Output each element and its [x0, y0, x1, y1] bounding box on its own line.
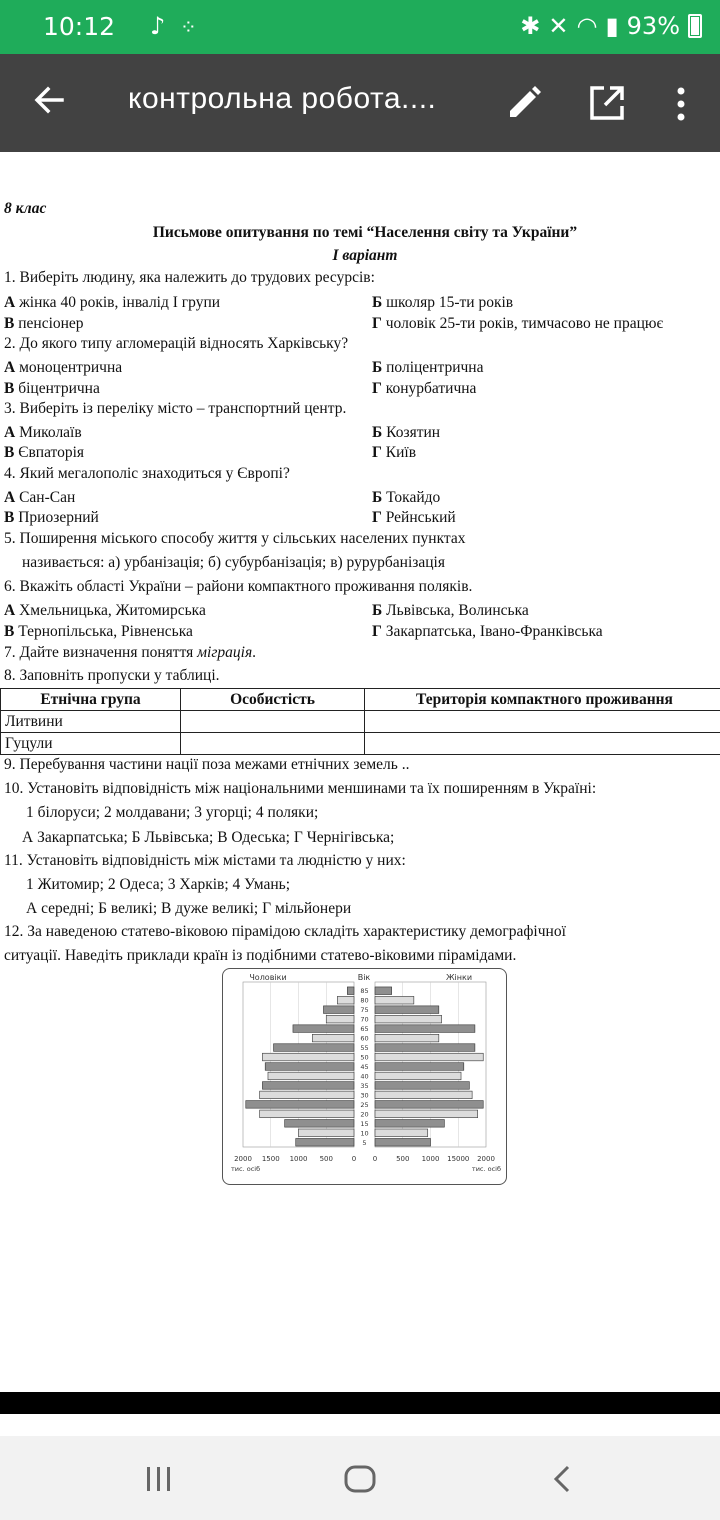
age-tick-label: 35 — [360, 1081, 369, 1090]
age-tick-label: 20 — [360, 1110, 369, 1119]
female-bar — [375, 1138, 431, 1146]
male-bar — [312, 1034, 354, 1042]
female-bar — [375, 1015, 442, 1023]
table-cell — [181, 733, 365, 755]
age-tick-label: 45 — [360, 1063, 369, 1071]
battery-percent: 93% — [626, 12, 680, 40]
q2-option-b: Б поліцентрична — [372, 359, 484, 376]
age-tick-label: 60 — [360, 1034, 369, 1043]
age-tick-label: 25 — [360, 1100, 369, 1109]
question-11-sizes: А середні; Б великі; В дуже великі; Г мільйонери — [26, 900, 352, 917]
question-12: 12. За наведеною статево-віковою пірамідою складіть характеристику демографічної — [4, 923, 566, 940]
open-external-icon[interactable] — [588, 84, 626, 122]
female-bar — [375, 1082, 469, 1090]
question-6: 6. Вкажіть області України – райони компактного проживання поляків. — [4, 578, 473, 595]
question-5-answers: називається: а) урбанізація; б) субурбанізація; в) рурурбанізація — [22, 554, 445, 571]
age-tick-label: 70 — [360, 1015, 369, 1024]
question-10: 10. Установіть відповідність між національними меншинами та їх поширенням в Україні: — [4, 780, 597, 797]
population-pyramid-chart — [222, 968, 507, 1185]
q2-option-a: А моноцентрична — [4, 359, 123, 376]
question-12-line2: ситуації. Наведіть приклади країн із подібними статево-віковими пірамідами. — [4, 947, 517, 964]
female-bar — [375, 1072, 461, 1080]
male-bar — [260, 1091, 354, 1099]
more-options-icon[interactable] — [664, 84, 698, 124]
mute-icon: ✕ — [548, 12, 569, 40]
male-bar — [293, 1025, 354, 1033]
signal-icon: ▮ — [605, 12, 619, 40]
age-tick-label: 50 — [360, 1053, 369, 1062]
table-cell — [181, 711, 365, 733]
male-bar — [268, 1072, 354, 1080]
q6-option-a: А Хмельницька, Житомирська — [4, 602, 206, 619]
q1-option-a: А жінка 40 років, інвалід І групи — [4, 294, 221, 311]
notification-dots-icon: ⁘ — [180, 15, 197, 39]
age-tick-label: 55 — [360, 1044, 369, 1053]
male-bar — [299, 1129, 355, 1137]
x-tick-label-left: 2000 — [234, 1155, 252, 1163]
x-tick-label-left: 0 — [351, 1155, 357, 1163]
q2-option-d: Г конурбатична — [372, 380, 477, 397]
question-1: 1. Виберіть людину, яка належить до трудових ресурсів: — [4, 269, 375, 286]
female-bar — [375, 1120, 444, 1128]
female-bar — [375, 1091, 472, 1099]
q3-option-b: Б Козятин — [372, 424, 441, 441]
female-bar — [375, 1053, 483, 1061]
ethnic-groups-table — [0, 688, 720, 755]
female-bar — [375, 1025, 475, 1033]
age-tick-label: 30 — [360, 1091, 369, 1100]
document-title: контрольна робота.... — [128, 82, 437, 115]
x-tick-label-left: 1000 — [289, 1155, 308, 1163]
q6-option-b: Б Львівська, Волинська — [372, 602, 529, 619]
q3-option-d: Г Київ — [372, 444, 417, 461]
male-bar — [347, 987, 354, 995]
q1-option-c: В пенсіонер — [4, 315, 84, 332]
female-bar — [375, 1006, 439, 1014]
bluetooth-icon: ✱ — [520, 12, 541, 40]
male-bar — [323, 1006, 354, 1014]
x-tick-label-right: 1000 — [421, 1155, 440, 1163]
table-cell: Гуцули — [1, 733, 181, 755]
age-tick-label: 15 — [360, 1119, 369, 1128]
table-cell — [365, 733, 720, 755]
question-3: 3. Виберіть із переліку місто – транспортний центр. — [4, 400, 347, 417]
q2-option-c: В біцентрична — [4, 380, 100, 397]
q6-option-d: Г Закарпатська, Івано-Франківська — [372, 623, 603, 640]
pyramid-svg — [223, 969, 508, 1186]
x-tick-label-left: 500 — [319, 1155, 333, 1163]
age-tick-label: 5 — [362, 1138, 367, 1147]
x-tick-label-right: 2000 — [477, 1155, 495, 1163]
x-tick-label-left: 1500 — [261, 1155, 280, 1163]
back-arrow-icon[interactable] — [28, 78, 72, 122]
age-label: Вік — [357, 973, 371, 982]
table-cell: Литвини — [1, 711, 181, 733]
male-bar — [326, 1015, 354, 1023]
age-tick-label: 40 — [360, 1072, 369, 1081]
table-row — [1, 711, 720, 733]
question-4: 4. Який мегалополіс знаходиться у Європі? — [4, 465, 290, 482]
x-unit-right: тис. осіб — [471, 1165, 501, 1173]
female-bar — [375, 996, 414, 1004]
edit-pencil-icon[interactable] — [505, 84, 543, 122]
question-11-cities: 1 Житомир; 2 Одеса; 3 Харків; 4 Умань; — [26, 876, 291, 893]
home-icon[interactable] — [343, 1464, 377, 1494]
x-tick-label-right: 500 — [396, 1155, 410, 1163]
status-bar — [0, 0, 720, 54]
music-note-icon: ♪ — [150, 12, 166, 40]
q1-option-b: Б школяр 15-ти років — [372, 294, 514, 311]
female-bar — [375, 987, 392, 995]
back-nav-icon[interactable] — [550, 1464, 574, 1494]
question-5: 5. Поширення міського способу життя у сільських населених пунктах — [4, 530, 466, 547]
question-9: 9. Перебування частини нації поза межами етнічних земель .. — [4, 756, 410, 773]
q4-option-d: Г Рейнський — [372, 509, 456, 526]
status-icons — [520, 12, 702, 40]
male-bar — [246, 1101, 354, 1109]
female-bar — [375, 1063, 464, 1071]
question-7: 7. Дайте визначення поняття міграція. — [4, 644, 257, 661]
question-10-items: 1 білоруси; 2 молдавани; 3 угорці; 4 поляки; — [26, 804, 319, 821]
table-cell — [365, 711, 720, 733]
age-tick-label: 85 — [360, 987, 369, 996]
male-bar — [274, 1044, 354, 1052]
female-bar — [375, 1110, 478, 1118]
age-tick-label: 10 — [360, 1129, 369, 1138]
q4-option-a: А Сан-Сан — [4, 489, 76, 506]
grade-label: 8 клас — [4, 200, 47, 217]
navigation-bar — [0, 1436, 720, 1520]
table-header: Етнічна група — [1, 689, 181, 711]
question-10-regions: А Закарпатська; Б Львівська; В Одеська; Г Чернігівська; — [22, 829, 395, 846]
x-tick-label-right: 0 — [372, 1155, 378, 1163]
battery-icon — [688, 14, 702, 38]
male-bar — [265, 1063, 354, 1071]
q4-option-c: В Приозерний — [4, 509, 99, 526]
female-label: Жінки — [445, 973, 473, 982]
x-unit-left: тис. осіб — [231, 1165, 261, 1173]
male-label: Чоловіки — [249, 973, 287, 982]
q3-option-c: В Євпаторія — [4, 444, 85, 461]
app-bar — [0, 54, 720, 152]
table-row — [1, 733, 720, 755]
age-tick-label: 80 — [360, 996, 369, 1005]
screen-bottom-strip — [0, 1392, 720, 1414]
recent-apps-icon[interactable] — [145, 1464, 173, 1494]
female-bar — [375, 1129, 428, 1137]
male-bar — [296, 1138, 354, 1146]
test-heading: Письмове опитування по темі “Населення світу та України” — [152, 224, 578, 241]
female-bar — [375, 1034, 439, 1042]
question-8: 8. Заповніть пропуски у таблиці. — [4, 667, 220, 684]
male-bar — [262, 1082, 354, 1090]
table-header: Територія компактного проживання — [365, 689, 720, 711]
q6-option-c: В Тернопільська, Рівненська — [4, 623, 193, 640]
q1-option-d: Г чоловік 25-ти років, тимчасово не працює — [372, 315, 664, 332]
male-bar — [337, 996, 354, 1004]
q3-option-a: А Миколаїв — [4, 424, 82, 441]
variant-label: І варіант — [332, 247, 398, 264]
male-bar — [262, 1053, 354, 1061]
female-bar — [375, 1101, 483, 1109]
female-bar — [375, 1044, 475, 1052]
age-tick-label: 65 — [360, 1025, 369, 1034]
table-header: Особистість — [181, 689, 365, 711]
status-time: 10:12 — [43, 12, 116, 41]
q4-option-b: Б Токайдо — [372, 489, 441, 506]
question-2: 2. До якого типу агломерацій відносять Харківську? — [4, 335, 349, 352]
x-tick-label-right: 15000 — [447, 1155, 470, 1163]
document-page — [0, 152, 720, 1392]
wifi-icon: ◠ — [576, 12, 598, 40]
male-bar — [260, 1110, 354, 1118]
age-tick-label: 75 — [360, 1006, 369, 1015]
question-11: 11. Установіть відповідність між містами та людністю у них: — [4, 852, 406, 869]
male-bar — [285, 1120, 354, 1128]
